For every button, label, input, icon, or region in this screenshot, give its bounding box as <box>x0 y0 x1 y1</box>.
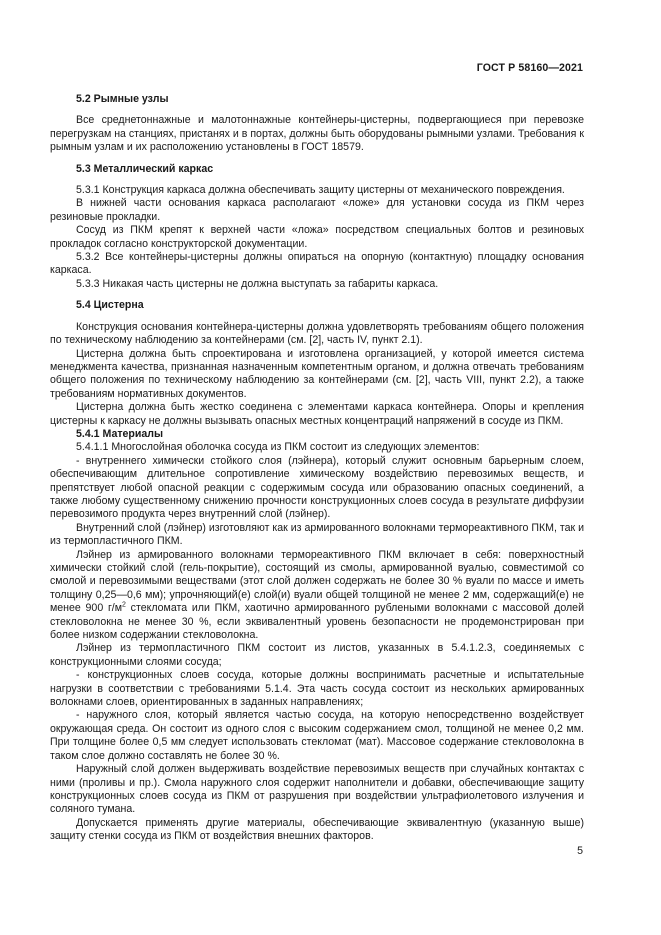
paragraph: Лэйнер из термопластичного ПКМ состоит из листов, указанных в 5.4.1.2.3, соединяемых с конструкционными слоями сосуда; <box>50 642 584 668</box>
paragraph: 5.3.3 Никакая часть цистерны не должна выступать за габариты каркаса. <box>76 277 439 290</box>
subsection-heading-5-4-1: 5.4.1 Материалы <box>76 427 164 440</box>
paragraph: 5.3.1 Конструкция каркаса должна обеспечивать защиту цистерны от механического повреждения. <box>76 184 565 197</box>
paragraph: Сосуд из ПКМ крепят к верхней части «ложа» посредством специальных болтов и резиновых прокладок согласно конструкторской документации. <box>50 224 584 250</box>
section-heading-5-4: 5.4 Цистерна <box>76 299 144 312</box>
section-heading-5-2: 5.2 Рымные узлы <box>76 93 169 105</box>
section-heading-5-3: 5.3 Металлический каркас <box>76 162 214 175</box>
paragraph: Конструкция основания контейнера-цистерны должна удовлетворять требованиям общего положения по техническому наблюдению за контейнерами (см. [2], часть IV, пункт 2.1). <box>50 320 584 347</box>
paragraph <box>50 549 584 643</box>
page-number: 5 <box>577 845 583 857</box>
paragraph: Все среднетоннажные и малотоннажные контейнеры-цистерны, подвергающиеся при перевозке перегрузкам на станциях, пристанях и в портах, должны быть оборудованы рымными узлами. Требования к рымным узлам и их расположению установлены в ГОСТ 18579. <box>50 114 584 154</box>
standard-header: ГОСТ Р 58160—2021 <box>476 62 583 74</box>
paragraph-part: Лэйнер из армированного волокнами термореактивного ПКМ включает в себя: поверхностный химически стойкий слой (гель-покрытие), состоящий из смолы, армированной вуалью, совместимой со смолой и перевозимыми веществами (этот слой должен содержать не более 30 % вуали по массе и иметь толщину 0,25—0,6 мм); упрочняющий(е) слой(и) вуали общей толщиной не менее 2 мм, содержащий(е) не менее 900 г/м <box>50 548 584 615</box>
paragraph: Цистерна должна быть жестко соединена с элементами каркаса контейнера. Опоры и крепления цистерны к каркасу не должны вызывать опасных местных концентраций напряжений в сосуде из ПКМ. <box>50 401 584 427</box>
list-item: - конструкционных слоев сосуда, которые должны воспринимать расчетные и испытательные нагрузки в соответствии с требованиями 5.1.4. Эта часть сосуда состоит из нескольких армированных волокнами слоев, ориентированных в заданных направлениях; <box>50 669 584 709</box>
superscript: 2 <box>122 601 126 609</box>
paragraph: В нижней части основания каркаса располагают «ложе» для установки сосуда из ПКМ через резиновые прокладки. <box>50 197 584 223</box>
document-body <box>50 93 584 844</box>
paragraph: Внутренний слой (лэйнер) изготовляют как из армированного волокнами термореактивного ПКМ, так и из термопластичного ПКМ. <box>50 521 584 548</box>
paragraph: 5.4.1.1 Многослойная оболочка сосуда из ПКМ состоит из следующих элементов: <box>76 441 480 454</box>
paragraph-part: стекломата или ПКМ, хаотично армированного рублеными волокнами с массовой долей стекловолокна не менее 30 %, если эквивалентный уровень безопасности не продемонстрирован при более низком содержании стекловолокна. <box>50 602 584 642</box>
list-item: - внутреннего химически стойкого слоя (лэйнера), который служит основным барьерным слоем, обеспечивающим длительное сопротивление химическому воздействию перевозимых веществ, и препятствует любой опасной реакции с содержимым сосуда или образованию опасных соединений, а также любому существенному снижению прочности конструкционных слоев сосуда в результате диффузии перевозимого продукта через внутренний слой (лэйнер). <box>50 454 584 521</box>
paragraph: Допускается применять другие материалы, обеспечивающие эквивалентную (указанную выше) защиту стенки сосуда из ПКМ от воздействия внешних факторов. <box>50 816 584 843</box>
list-item: - наружного слоя, который является частью сосуда, на которую непосредственно воздействует окружающая среда. Он состоит из одного слоя с высоким содержанием смол, толщиной не менее 0,2 мм. При толщине более 0,5 мм следует использовать стекломат (мат). Массовое содержание стекловолокна в таком слое должно составлять не более 30 %. <box>50 709 584 762</box>
paragraph: 5.3.2 Все контейнеры-цистерны должны опираться на опорную (контактную) площадку основания каркаса. <box>50 251 584 277</box>
paragraph: Наружный слой должен выдерживать воздействие перевозимых веществ при случайных контактах с ними (проливы и пр.). Смола наружного слоя содержит наполнители и добавки, обеспечивающие защиту конструкционных слоев сосуда из ПКМ от разрушения при воздействии ультрафиолетового излучения и соляного тумана. <box>50 763 584 816</box>
paragraph: Цистерна должна быть спроектирована и изготовлена организацией, у которой имеется система менеджмента качества, признанная назначенным компетентным органом, и должна отвечать требованиям общего положения по техническому наблюдению за контейнерами (см. [2], часть VIII, пункт 2.2), а также требованиям нормативных документов. <box>50 347 584 400</box>
